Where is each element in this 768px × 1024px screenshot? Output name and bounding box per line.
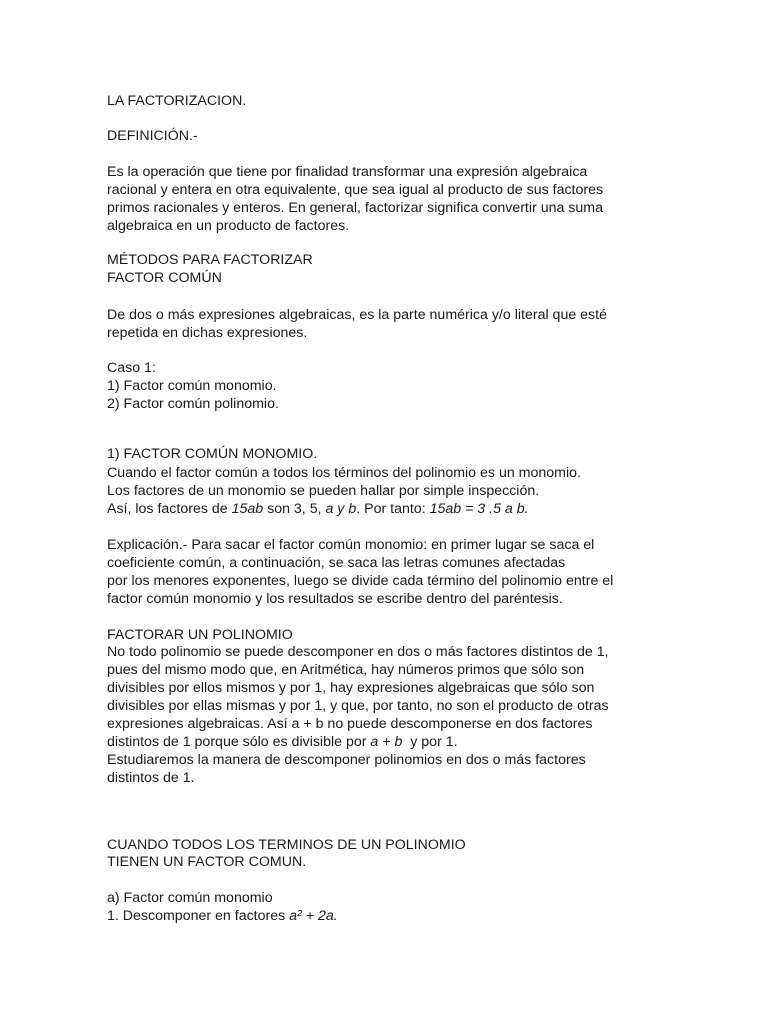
common-factor-line: De dos o más expresiones algebraicas, es la parte numérica y/o literal que esté — [107, 307, 607, 323]
example-text: . Por tanto: — [356, 501, 430, 517]
monomial-line: Cuando el factor común a todos los términos del polinomio es un monomio. — [107, 465, 581, 481]
definition-line: Es la operación que tiene por finalidad transformar una expresión algebraica — [107, 164, 588, 180]
definition-line: algebraica en un producto de factores. — [107, 218, 350, 234]
subcase-heading: a) Factor común monomio — [107, 890, 273, 906]
polynomial-line: divisibles por ellas mismas y por 1, y que, por tanto, no son el producto de otras — [107, 698, 609, 714]
example-term: 15ab = 3 .5 a b. — [429, 501, 529, 517]
example-term: 15ab — [231, 501, 264, 517]
definition-line: primos racionales y enteros. En general, factorizar significa convertir una suma — [107, 200, 604, 216]
common-factor-line: repetida en dichas expresiones. — [107, 325, 308, 341]
case-item: 1) Factor común monomio. — [107, 378, 277, 394]
polynomial-study: Estudiaremos la manera de descomponer polinomios en dos o más factores — [107, 752, 586, 768]
exercise-line — [107, 907, 338, 925]
divisible-term: a + b — [370, 734, 403, 750]
explanation-line: por los menores exponentes, luego se divide cada término del polinomio entre el — [107, 573, 614, 589]
example-term: a y b — [325, 501, 357, 517]
methods-heading: MÉTODOS PARA FACTORIZAR — [107, 252, 313, 268]
definition-heading: DEFINICIÓN.- — [107, 128, 198, 144]
example-text: Así, los factores de — [107, 501, 232, 517]
explanation-line: coeficiente común, a continuación, se saca las letras comunes afectadas — [107, 555, 566, 571]
exercise-expression: a² + 2a. — [289, 908, 338, 924]
all-terms-heading: CUANDO TODOS LOS TERMINOS DE UN POLINOMIO — [107, 837, 466, 853]
exercise-text: 1. Descomponer en factores — [107, 908, 290, 924]
monomial-example — [107, 500, 529, 518]
document-title: LA FACTORIZACION. — [107, 93, 247, 109]
case-item: 2) Factor común polinomio. — [107, 396, 279, 412]
polynomial-line: divisibles por ellos mismos y por 1, hay expresiones algebraicas que sólo son — [107, 680, 595, 696]
monomial-heading: 1) FACTOR COMÚN MONOMIO. — [107, 446, 318, 462]
polynomial-line: expresiones algebraicas. Así a + b no puede descomponerse en dos factores — [107, 716, 593, 732]
polynomial-line: No todo polinomio se puede descomponer en dos o más factores distintos de 1, — [107, 644, 609, 660]
polynomial-divisible — [107, 733, 458, 751]
example-text: son 3, 5, — [263, 501, 326, 517]
divisible-text: distintos de 1 porque sólo es divisible por — [107, 734, 371, 750]
explanation-line: factor común monomio y los resultados se escribe dentro del paréntesis. — [107, 591, 563, 607]
polynomial-line: pues del mismo modo que, en Aritmética, hay números primos que sólo son — [107, 662, 585, 678]
definition-line: racional y entera en otra equivalente, que sea igual al producto de sus factores — [107, 182, 604, 198]
divisible-text: y por 1. — [402, 734, 458, 750]
all-terms-heading: TIENEN UN FACTOR COMUN. — [107, 854, 307, 870]
monomial-line: Los factores de un monomio se pueden hallar por simple inspección. — [107, 483, 540, 499]
common-factor-heading: FACTOR COMÚN — [107, 270, 222, 286]
explanation-line: Explicación.- Para sacar el factor común monomio: en primer lugar se saca el — [107, 537, 595, 553]
case-heading: Caso 1: — [107, 360, 156, 376]
polynomial-study: distintos de 1. — [107, 770, 195, 786]
polynomial-heading: FACTORAR UN POLINOMIO — [107, 627, 293, 643]
